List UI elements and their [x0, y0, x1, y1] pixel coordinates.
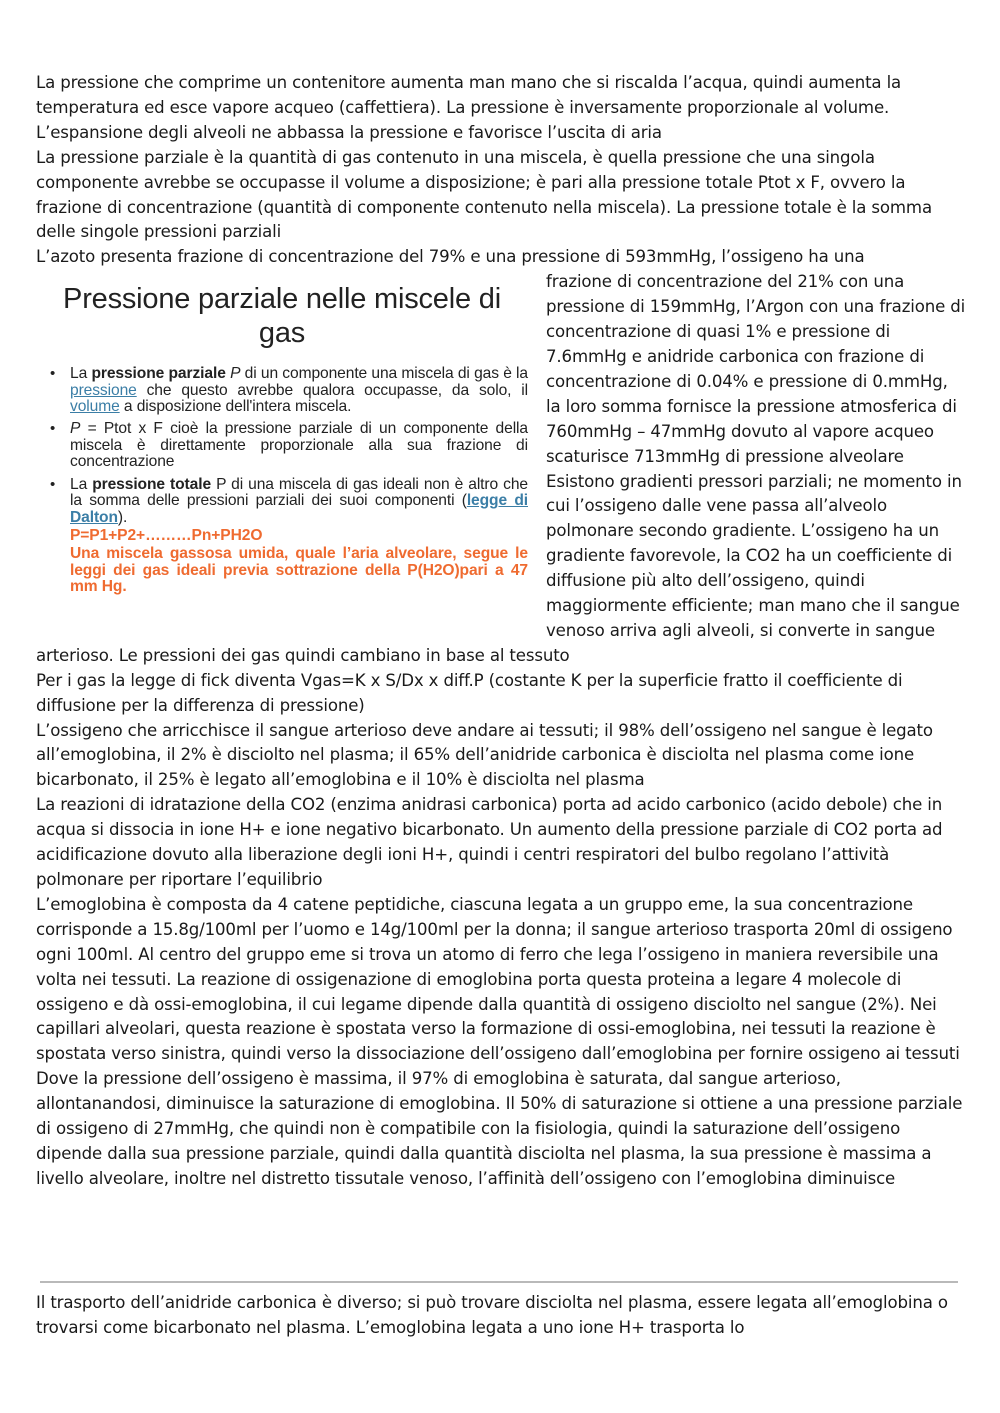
horizontal-divider — [40, 1281, 958, 1283]
paragraph-nitrogen: L’azoto presenta frazione di concentrazione del 79% e una pressione di 593mmHg, l’ossigeno ha una — [36, 247, 865, 267]
paragraph-oxygen-transport: L’ossigeno che arricchisce il sangue arterioso deve andare ai tessuti; il 98% dell’ossigeno nel sangue è legato all’emoglobina, il 2% è disciolto nel plasma; il 65% dell’anidride carbonica è disciolta nel plasma come ione bicarbonato, il 25% è legato all’emoglobina e il 10% è disciolta nel plasma — [36, 720, 933, 790]
slide-image-partial-pressure — [36, 270, 528, 622]
volume-link[interactable]: volume — [70, 398, 120, 416]
slide-bullet-partial-pressure: • La pressione parziale P di un componente una miscela di gas è la pressione che questo avrebbe qualora occupasse, da solo, il volume a disposizione dell'intera miscela. — [70, 366, 528, 415]
dalton-law-link[interactable]: legge di Dalton — [70, 492, 528, 526]
paragraph-co2-hydration: La reazioni di idratazione della CO2 (enzima anidrasi carbonica) porta ad acido carbonico (acido debole) che in acqua si dissocia in ione H+ e ione negativo bicarbonato. Un aumento della pressione parziale di CO2 porta ad acidificazione dovuto alla liberazione degli ioni H+, quindi i centri respiratori del bulbo regolano l’attività polmonare per riportare l’equilibrio — [36, 795, 943, 889]
slide-bullet-total-pressure: • La pressione totale P di una miscela di gas ideali non è altro che la somma delle pressioni parziali dei suoi componenti (legge di Dalton). P=P1+P2+………Pn+PH2O Una miscela gassosa umida, quale l’aria alveolare, segue le leggi dei gas ideali previa sottrazione della P(H2O)pari a 47 mm Hg. — [70, 477, 528, 596]
paragraph-fick-law: Per i gas la legge di fick diventa Vgas=K x S/Dx x diff.P (costante K per la superficie fratto il coefficiente di diffusione per la differenza di pressione) — [36, 670, 903, 715]
paragraph-gradients: Esistono gradienti pressori parziali; ne momento in cui l’ossigeno dalle vene passa all’alveolo polmonare secondo gradiente. L’ossigeno ha un gradiente favorevole, la CO2 ha un coefficiente di diffusione più alto dell’ossigeno, quindi maggiormente efficiente; man mano che il sangue venoso arriva agli alveoli, si converte in sangue arterioso. Le pressioni dei gas quindi cambiano in base al tessuto — [36, 471, 962, 665]
humid-mixture-note: Una miscela gassosa umida, quale l’aria alveolare, segue le leggi dei gas ideali previa sottrazione della P(H2O)pari a 47 mm Hg. — [70, 545, 528, 596]
dalton-formula: P=P1+P2+………Pn+PH2O — [70, 526, 263, 544]
document-body — [36, 71, 966, 1192]
slide-bullet-formula-ptot: • P = Ptot x F cioè la pressione parziale di un componente della miscela è direttamente proporzionale alla sua frazione di concentrazione — [70, 421, 528, 470]
paragraph-pressure-volume: La pressione che comprime un contenitore aumenta man mano che si riscalda l’acqua, quindi aumenta la temperatura ed esce vapore acqueo (caffettiera). La pressione è inversamente proporzionale al volume. L’espansione degli alveoli ne abbassa la pressione e favorisce l’uscita di aria — [36, 73, 902, 142]
paragraph-saturation: Dove la pressione dell’ossigeno è massima, il 97% di emoglobina è saturata, dal sangue arterioso, allontanandosi, diminuisce la saturazione di emoglobina. Il 50% di saturazione si ottiene a una pressione parziale di ossigeno di 27mmHg, che quindi non è compatibile con la fisiologia, quindi la saturazione dell’ossigeno dipende dalla sua pressione parziale, quindi dalla quantità disciolta nel plasma, la sua pressione è massima a livello alveolare, inoltre nel distretto tissutale venoso, l’affinità dell’ossigeno con l’emoglobina diminuisce — [36, 1069, 963, 1188]
pressione-link[interactable]: pressione — [70, 381, 137, 399]
paragraph-partial-pressure: La pressione parziale è la quantità di gas contenuto in una miscela, è quella pressione che una singola componente avrebbe se occupasse il volume a disposizione; è pari alla pressione totale Ptot x F, ovvero la frazione di concentrazione (quantità di componente contenuto nella miscela). La pressione totale è la somma delle singole pressioni parziali — [36, 147, 932, 242]
paragraph-co2-transport: Il trasporto dell’anidride carbonica è diverso; si può trovare disciolta nel plasma, essere legata all’emoglobina o trovarsi come bicarbonato nel plasma. L’emoglobina legata a uno ione H+ trasporta lo — [36, 1293, 948, 1337]
slide-bullet-list — [36, 366, 528, 595]
paragraph-hemoglobin: L’emoglobina è composta da 4 catene peptidiche, ciascuna legata a un gruppo eme, la sua concentrazione corrisponde a 15.8g/100ml per l’uomo e 14g/100ml per la donna; il sangue arterioso trasporta 20ml di ossigeno ogni 100ml. Al centro del gruppo eme si trova un atomo di ferro che lega l’ossigeno in maniera reversibile una volta nei tessuti. La reazione di ossigenazione di emoglobina porta questa proteina a legare 4 molecole di ossigeno e dà ossi-emoglobina, il cui legame dipende dalla quantità di ossigeno disciolto nel sangue (2%). Nei capillari alveolari, questa reazione è spostata verso la formazione di ossi-emoglobina, nei tessuti la reazione è spostata verso sinistra, quindi verso la dissociazione dell’ossigeno dall’emoglobina per fornire ossigeno ai tessuti — [36, 894, 960, 1064]
paragraph-gas-fractions: frazione di concentrazione del 21% con una pressione di 159mmHg, l’Argon con una frazione di concentrazione di quasi 1% e pressione di 7.6mmHg e anidride carbonica con frazione di concentrazione di 0.04% e pressione di 0.mmHg, la loro somma fornisce la pressione atmosferica di 760mmHg – 47mmHg dovuto al vapore acqueo scaturisce 713mmHg di pressione alveolare — [546, 272, 966, 466]
document-body-continued — [36, 1291, 966, 1341]
slide-title: Pressione parziale nelle miscele di gas — [63, 283, 501, 350]
